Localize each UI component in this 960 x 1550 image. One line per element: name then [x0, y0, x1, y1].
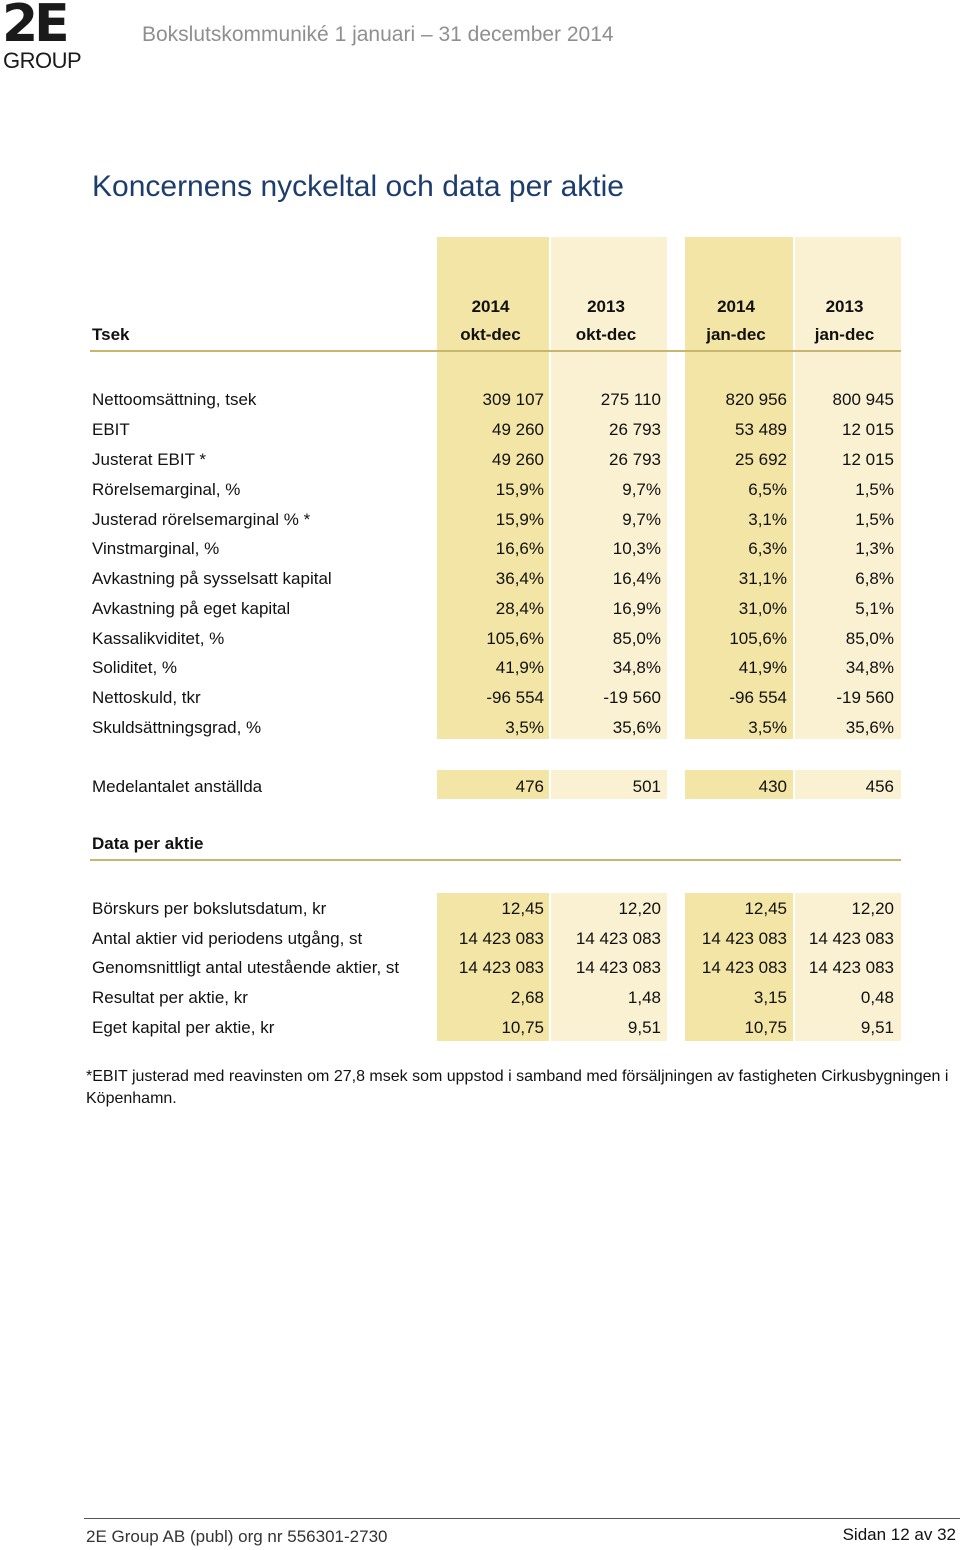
row-value: 3,5% — [748, 718, 787, 737]
row-value: 16,4% — [612, 569, 661, 588]
row-value: 36,4% — [495, 569, 544, 588]
employees-label: Medelantalet anställda — [92, 777, 263, 796]
row-value: 14 423 083 — [458, 958, 544, 977]
row-value: 5,1% — [855, 599, 894, 618]
employees-value: 501 — [632, 777, 661, 796]
row-value: 14 423 083 — [808, 929, 894, 948]
row-value: 31,0% — [738, 599, 787, 618]
row-value: 14 423 083 — [701, 929, 787, 948]
row-value: 34,8% — [845, 658, 894, 677]
row-value: 12,20 — [851, 899, 894, 918]
column-year: 2014 — [471, 297, 510, 316]
row-value: 25 692 — [735, 450, 787, 469]
row-value: 1,3% — [855, 539, 894, 558]
row-value: 2,68 — [510, 988, 544, 1007]
footer-company: 2E Group AB (publ) org nr 556301-2730 — [86, 1527, 388, 1546]
column-year: 2013 — [825, 297, 864, 316]
row-value: 53 489 — [735, 420, 787, 439]
row-value: 1,48 — [627, 988, 661, 1007]
row-value: 16,6% — [495, 539, 544, 558]
row-value: 14 423 083 — [808, 958, 894, 977]
company-logo — [2, 0, 90, 74]
footnote: *EBIT justerad med reavinsten om 27,8 msek som uppstod i samband med försäljningen av fastigheten Cirkusbygningen i Köpenhamn. — [86, 1068, 949, 1107]
row-value: 3,5% — [505, 718, 544, 737]
row-value: 15,9% — [495, 480, 544, 499]
row-value: 12 015 — [842, 420, 894, 439]
employees-value: 430 — [758, 777, 787, 796]
row-value: 275 110 — [600, 390, 661, 409]
row-value: 820 956 — [725, 390, 787, 409]
row-value: 85,0% — [612, 629, 661, 648]
row-value: 12,20 — [618, 899, 661, 918]
row-value: 12 015 — [842, 450, 894, 469]
row-value: 14 423 083 — [575, 929, 661, 948]
row-label: Genomsnittligt antal utestående aktier, st — [92, 958, 400, 977]
row-value: 9,7% — [622, 510, 661, 529]
row-value: 49 260 — [492, 450, 544, 469]
row-value: 12,45 — [501, 899, 544, 918]
row-label: Avkastning på eget kapital — [92, 599, 291, 618]
row-value: 14 423 083 — [575, 958, 661, 977]
row-value: 10,75 — [744, 1018, 787, 1037]
row-value: 35,6% — [612, 718, 661, 737]
column-period: jan-dec — [706, 325, 766, 344]
row-value: -19 560 — [603, 688, 661, 707]
row-label: Kassalikviditet, % — [92, 629, 225, 648]
row-value: 41,9% — [738, 658, 787, 677]
column-period: okt-dec — [575, 325, 637, 344]
row-label: Avkastning på sysselsatt kapital — [92, 569, 332, 588]
row-value: 3,15 — [753, 988, 787, 1007]
row-value: 1,5% — [855, 510, 894, 529]
column-period: jan-dec — [814, 325, 875, 344]
row-value: 35,6% — [845, 718, 894, 737]
row-label: Resultat per aktie, kr — [92, 988, 248, 1007]
column-year: 2014 — [717, 297, 755, 316]
row-value: 6,8% — [855, 569, 894, 588]
employees-value: 476 — [515, 777, 544, 796]
per-share-title: Data per aktie — [92, 834, 204, 853]
row-value: 16,9% — [612, 599, 661, 618]
row-value: -96 554 — [486, 688, 544, 707]
row-value: 6,5% — [748, 480, 787, 499]
row-value: 1,5% — [855, 480, 894, 499]
row-value: 9,7% — [622, 480, 661, 499]
row-value: 12,45 — [744, 899, 787, 918]
column-year: 2013 — [587, 297, 625, 316]
row-label: Skuldsättningsgrad, % — [92, 718, 262, 737]
row-label: Nettoomsättning, tsek — [92, 390, 257, 409]
row-label: Rörelsemarginal, % — [92, 480, 241, 499]
unit-label: Tsek — [92, 325, 130, 344]
row-value: 26 793 — [609, 450, 661, 469]
row-value: -96 554 — [729, 688, 787, 707]
row-label: Nettoskuld, tkr — [92, 688, 201, 707]
row-label: Soliditet, % — [92, 658, 178, 677]
row-value: 0,48 — [860, 988, 894, 1007]
row-label: Justerat EBIT * — [92, 450, 207, 469]
header-divider — [90, 350, 901, 352]
page-number: Sidan 12 av 32 — [842, 1525, 956, 1544]
row-value: 10,75 — [501, 1018, 544, 1037]
row-value: 14 423 083 — [701, 958, 787, 977]
row-value: 9,51 — [860, 1018, 894, 1037]
row-label: Antal aktier vid periodens utgång, st — [92, 929, 363, 948]
row-value: 28,4% — [495, 599, 544, 618]
row-value: 105,6% — [486, 629, 544, 648]
logo-wordmark: GROUP — [3, 48, 82, 73]
row-value: 15,9% — [495, 510, 544, 529]
row-value: 10,3% — [612, 539, 661, 558]
column-period: okt-dec — [460, 325, 521, 344]
row-value: 105,6% — [729, 629, 787, 648]
row-label: Vinstmarginal, % — [92, 539, 220, 558]
row-value: 26 793 — [609, 420, 661, 439]
row-value: 3,1% — [748, 510, 787, 529]
row-value: 9,51 — [627, 1018, 661, 1037]
row-value: 309 107 — [482, 390, 544, 409]
logo-mark: 2E — [2, 0, 66, 54]
row-value: 85,0% — [845, 629, 894, 648]
row-value: 31,1% — [738, 569, 787, 588]
row-label: Justerad rörelsemarginal % * — [92, 510, 311, 529]
page-title: Koncernens nyckeltal och data per aktie — [92, 170, 624, 203]
document-title: Bokslutskommuniké 1 januari – 31 december 2014 — [142, 23, 614, 46]
per-share-divider — [90, 859, 901, 861]
row-value: 800 945 — [832, 390, 894, 409]
row-value: 41,9% — [495, 658, 544, 677]
row-value: 6,3% — [748, 539, 787, 558]
row-value: 14 423 083 — [458, 929, 544, 948]
footer-divider — [84, 1518, 960, 1519]
row-value: 34,8% — [612, 658, 661, 677]
row-label: Eget kapital per aktie, kr — [92, 1018, 275, 1037]
row-label: Börskurs per bokslutsdatum, kr — [92, 899, 327, 918]
row-value: 49 260 — [492, 420, 544, 439]
employees-value: 456 — [865, 777, 894, 796]
row-label: EBIT — [92, 420, 130, 439]
row-value: -19 560 — [836, 688, 894, 707]
